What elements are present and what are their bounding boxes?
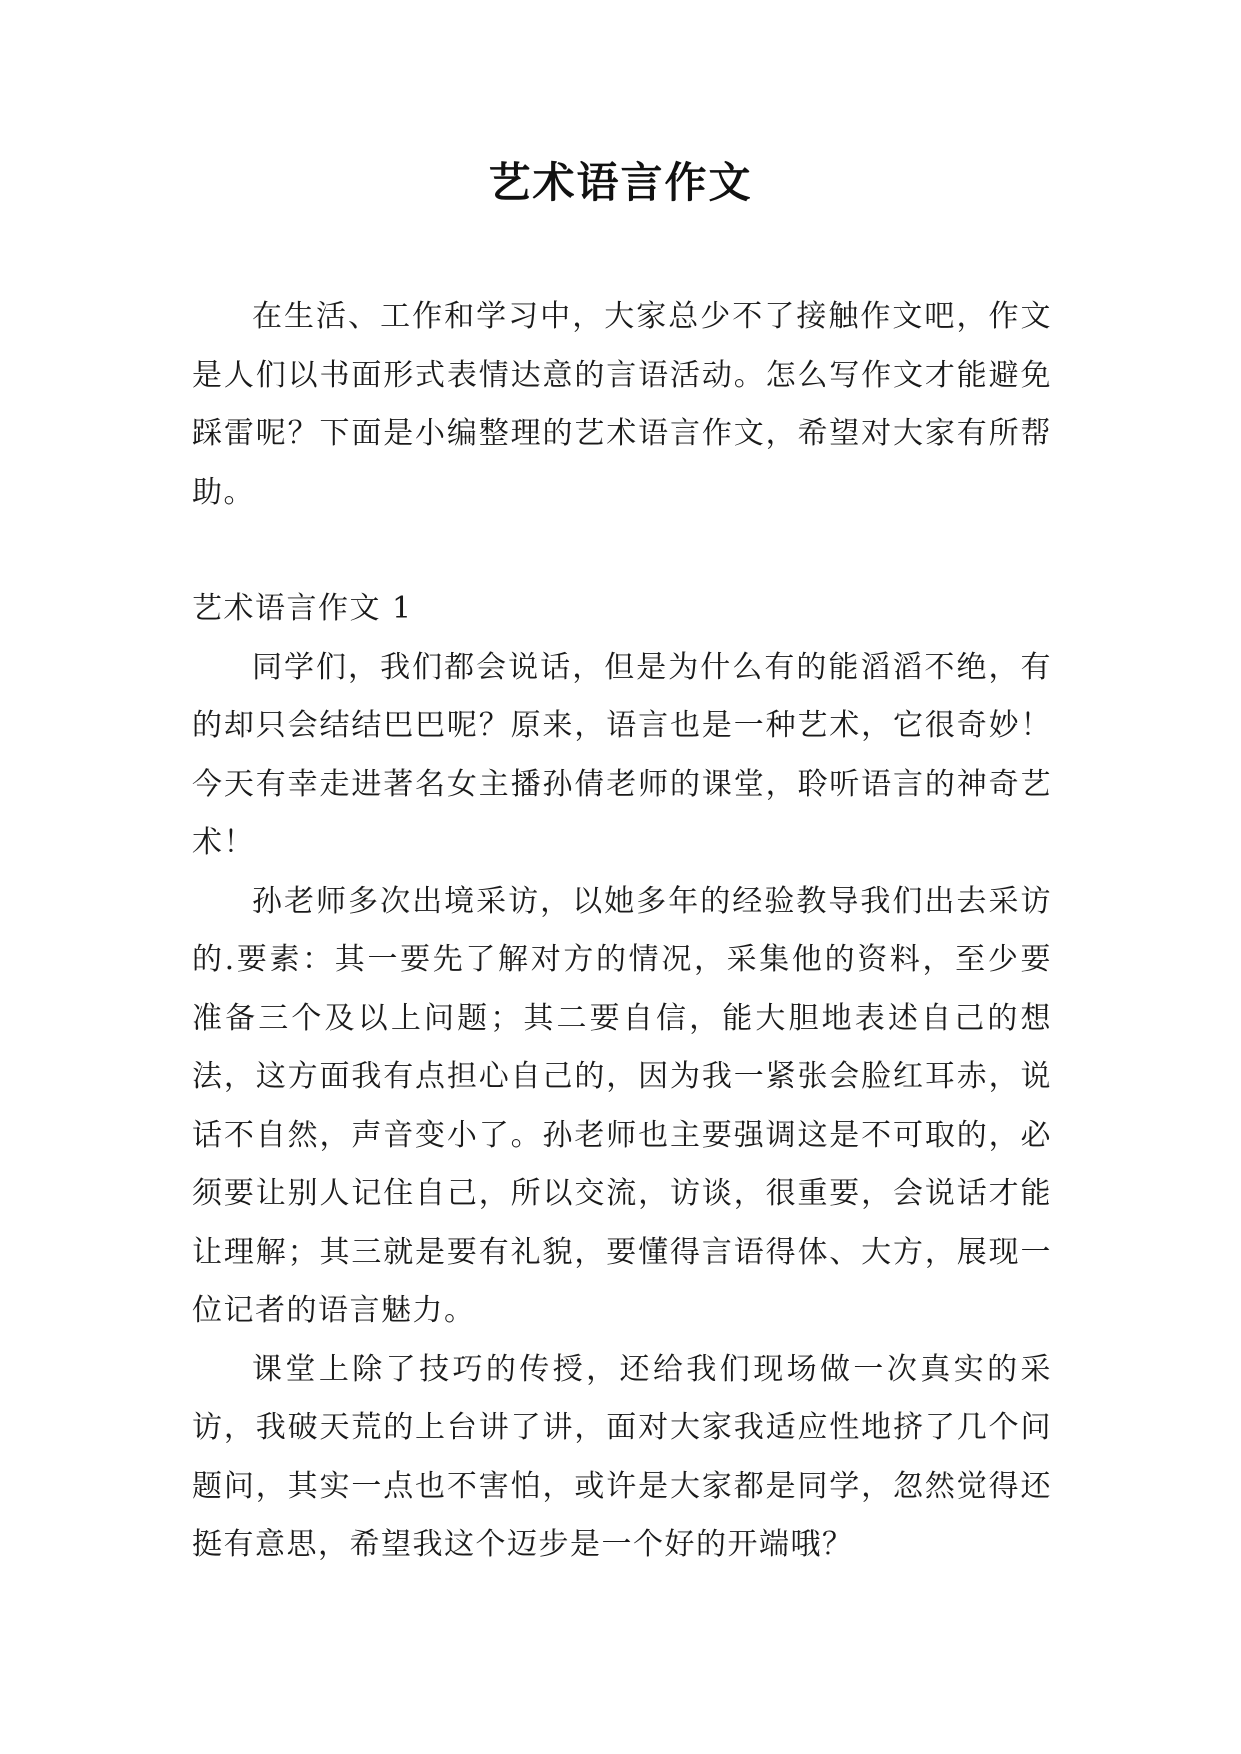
section-heading: 艺术语言作文 1 [192,591,413,626]
document-body [192,288,1052,1575]
body-paragraph: 同学们，我们都会说话，但是为什么有的能滔滔不绝，有的却只会结结巴巴呢？原来，语言也是一种艺术，它很奇妙！今天有幸走进著名女主播孙倩老师的课堂，聆听语言的神奇艺术！ [192,649,1052,860]
section-1 [192,580,1052,1575]
body-paragraph: 孙老师多次出境采访，以她多年的经验教导我们出去采访的.要素：其一要先了解对方的情况，采集他的资料，至少要准备三个及以上问题；其二要自信，能大胆地表述自己的想法，这方面我有点担心自己的，因为我一紧张会脸红耳赤，说话不自然，声音变小了。孙老师也主要强调这是不可取的，必须要让别人记住自己，所以交流，访谈，很重要，会说话才能让理解；其三就是要有礼貌，要懂得言语得体、大方，展现一位记者的语言魅力。 [192,883,1052,1328]
intro-paragraph: 在生活、工作和学习中，大家总少不了接触作文吧，作文是人们以书面形式表情达意的言语活动。怎么写作文才能避免踩雷呢？下面是小编整理的艺术语言作文，希望对大家有所帮助。 [192,299,1052,510]
page-title: 艺术语言作文 [488,158,753,207]
body-paragraph: 课堂上除了技巧的传授，还给我们现场做一次真实的采访，我破天荒的上台讲了讲，面对大家我适应性地挤了几个问题问，其实一点也不害怕，或许是大家都是同学，忽然觉得还挺有意思，希望我这个迈步是一个好的开端哦？ [192,1351,1052,1562]
